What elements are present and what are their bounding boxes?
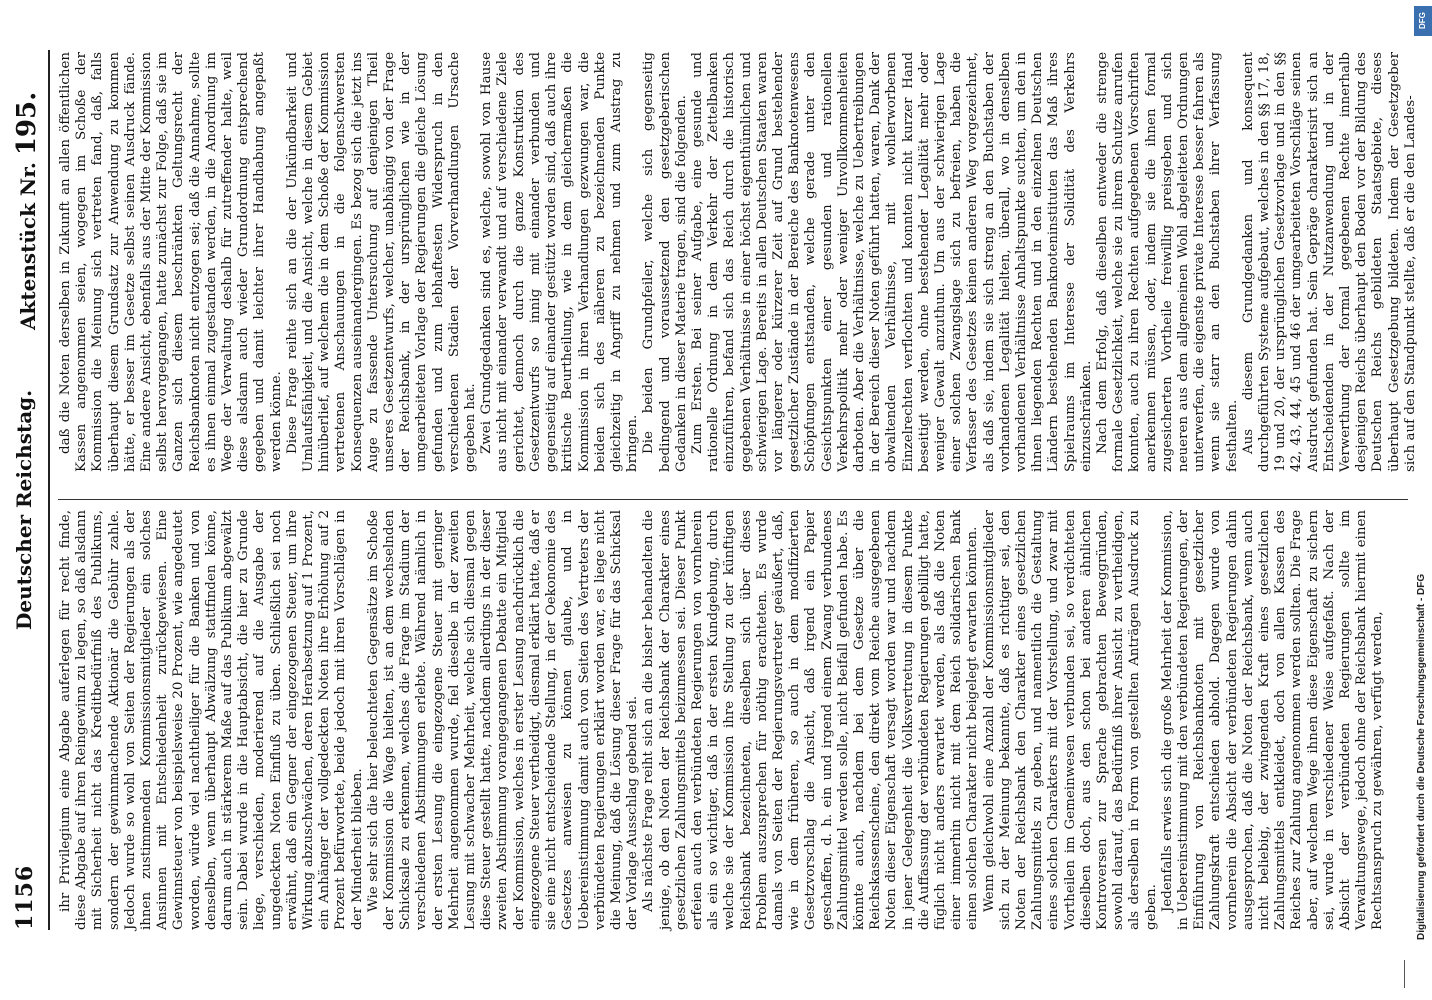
paragraph: Nach dem Erfolg, daß dieselben entweder die strenge formale Gesetzlichkeit, welche sie zu ihrem Schutze anrufen konnten, auch zu ihren Rechten aufgegebenen Vorschriften anerkennen müssen, oder, indem sie die ihnen formal zugesicherten Vortheile freiwillig preisgeben und sich neueren aus dem allgemeinen Wohl abgeleiteten Ordnungen unterwerfen, die eigenste private Interesse besser fahren als wenn sie starr an den Buchstaben ihrer Verfassung festhalten. [1095,52,1240,472]
paragraph: Wenn gleichwohl eine Anzahl der Kommissionsmitglieder sich zu der Meinung bekannte, daß es richtiger sei, den Noten der Reichsbank den Charakter eines gesetzlichen Zahlungsmittels zu geben, und namentlich die Gestaltung eines solchen Charakters mit der Vorstellung, und zwar mit Vortheilen im Gemeinwesen verbunden sei, so verdichteten dieselben doch, aus den schon bei anderen ähnlichen Kontroversen zur Sprache gebrachten Beweggründen, sowohl darauf, das Bedürfniß ihrer Ansicht zu vertheidigen, als derselben in Form von gestellten Anträgen Ausdruck zu geben. [981,510,1159,930]
dfg-logo: DFG [1414,6,1432,36]
document-label: Aktenstück Nr. [16,162,40,330]
page-number: 1156 [12,864,38,930]
paragraph: Die beiden Grundpfeiler, welche sich gegenseitig bedingend und voraussetzend den gesetzgeberischen Gedanken in dieser Materie tragen, sind die folgenden. [641,52,689,472]
paragraph: Jedenfalls erwies sich die große Mehrheit der Kommission, in Uebereinstimmung mit den verbündeten Regierungen, der Einführung von Reichsbanknoten mit gesetzlicher Zahlungskraft entschieden abhold. Dagegen wurde von vornherein die Absicht der verbündeten Regierungen dahin ausgesprochen, daß die Noten der Reichsbank, wenn auch nicht beliebig, der zwingenden Kraft eines gesetzlichen Zahlungsmittels entkleidet, doch von allen Kassen des Reiches zur Zahlung angenommen werden sollten. Die Frage aber, auf welchem Wege ihnen diese Eigenschaft zu sichern sei, wurde in verschiedener Weise aufgefaßt. Nach der Absicht der verbündeten Regierungen sollte im Verwaltungswege, jedoch ohne der Reichsbank hiermit einen Rechtsanspruch zu gewähren, verfügt werden, [1159,510,1386,930]
text-column-left [58,510,1408,930]
text-column-right [58,52,1418,472]
paragraph: ihr Privilegium eine Abgabe auferlegen für recht finde, diese Abgabe auf ihren Reingewinn zu legen, so daß alsdann mit Sicherheit nicht das Kreditbedürfniß des Publikums, sondern der gewinnmachende Aktionär die Gebühr zahle. Jedoch wurde so wohl von Seiten der Regierungen als der ihnen zustimmenden Kommissionsmitglieder ein solches Ansinnen mit Entschiedenheit zurückgewiesen. Eine Gewinnsteuer von beispielsweise 20 Prozent, wie angedeutet worden, würde viel nachtheiliger für die Banken und von denselben, wenn überhaupt Abwälzung stattfinden könne, darum auch in stärkerem Maße auf das Publikum abgewälzt sein. Dabei wurde in die Hauptabsicht, die hier zu Grunde liege, verschieden, moderierend auf die Ausgabe der ungedeckten Noten Einfluß zu üben. Schließlich sei noch erwähnt, daß ein Gegner der eingezogenen Steuer, um ihre Wirkung abzuschwächen, deren Herabsetzung auf 1 Prozent, ein Anhänger der vollgedeckten Noten ihre Erhöhung auf 2 Prozent befürwortete, beide jedoch mit ihren Vorschlägen in der Minderheit blieben. [58,510,365,930]
scan-mark [1404,960,1405,988]
header-title-left: Deutscher Reichstag. [12,389,36,630]
header-rule [48,50,50,930]
header-title-right [12,92,42,330]
paragraph: daß die Noten derselben in Zukunft an allen öffentlichen Kassen angenommen seien, wogegen im Schoße der Kommission die Meinung sich vertreten fand, daß, falls überhaupt diesem Grundsatz zur Anwendung zu kommen hätte, er besser im Gesetze selbst seinen Ausdruck fände. Eine andere Ansicht, ebenfalls aus der Mitte der Kommission selbst hervorgegangen, hatte zunächst zur Folge, daß sie im Ganzen sich diesem beschränkten Geltungsrecht der Reichsbanknoten nicht entzogen sei; daß die Annahme, sollte es ihnen einmal zugestanden werden, in die Anordnung im Wege der Verwaltung deshalb für zutreffender halte, weil diese alsdann auch wieder Grundordnung entsprechend gegeben und damit leichter ihrer Handhabung angepaßt werden könne. [58,52,284,472]
paragraph: Zwei Grundgedanken sind es, welche, sowohl von Hause aus nicht mit einander verwandt und auf verschiedene Ziele gerichtet, dennoch durch die ganze Konstruktion des Gesetzentwurfs so innig mit einander verbunden und gegenseitig auf einander gestützt worden sind, daß auch ihre kritische Beurtheilung, wie in dem gleichermaßen die Kommission in ihren Verhandlungen gezwungen war, die beiden sich des näheren zu bezeichnenden Punkte gleichzeitig in Angriff zu nehmen und zum Austrag zu bringen. [479,52,641,472]
paragraph: Diese Frage reihte sich an die der Unkündbarkeit und Umlaufsfähigkeit, und die Ansicht, welche in diesem Gebiet hinüberlief, auf welchem die in dem Schoße der Kommission vertretenen Anschauungen in die folgenschwersten Konsequenzen auseinandergingen. Es bezog sich die jetzt ins Auge zu fassende Untersuchung auf denjenigen Theil unseres Gesetzentwurfs, welcher, unabhängig von der Frage der Reichsbank, in der ursprünglichen wie in der umgearbeiteten Vorlage der Regierungen die gleiche Lösung gefunden und zum lebhaftesten Widerspruch in den verschiedenen Stadien der Vorverhandlungen Ursache gegeben hat. [284,52,479,472]
paragraph: Wie sehr sich die hier beleuchteten Gegensätze im Schoße der Kommission die Wage hielten, ist an dem wechselnden Schicksale zu erkennen, welches die Frage im Stadium der verschiedenen Abstimmungen erlebte. Während nämlich in der ersten Lesung die eingezogene Steuer mit geringer Mehrheit angenommen wurde, fiel dieselbe in der zweiten Lesung mit schwacher Mehrheit, welche sich diesmal gegen diese Steuer gestellt hatte, nachdem allerdings in der dieser zweiten Abstimmung vorangegangenen Debatte ein Mitglied der Kommission, welches in erster Lesung nachdrücklich die eingezogene Steuer vertheidigt, diesmal erklärt hatte, daß er sie eine nicht entscheidende Stellung, in der Oekonomie des Gesetzes anweisen zu können glaube, und in Uebereinstimmung damit auch von Seiten des Vertreters der verbündeten Regierungen erklärt worden war, es liege nicht die Meinung, daß die Lösung dieser Frage für das Schicksal der Vorlage Ausschlag gebend sei. [365,510,641,930]
paragraph: Zum Ersten. Bei seiner Aufgabe, eine gesunde und rationelle Ordnung in dem Verkehr der Zettelbanken einzuführen, befand sich das Reich durch die historisch gegebenen Verhältnisse in einer höchst eigenthümlichen und schwierigen Lage. Bereits in allen Deutschen Staaten waren vor längerer oder kürzerer Zeit auf Grund bestehender gesetzlicher Zustände in der Bereiche des Banknotenwesens Schöpfungen entstanden, welche gerade unter den Gesichtspunkten einer gesunden und rationellen Verkehrspolitik mehr oder weniger Unvollkommenheiten darboten. Aber die Verhältnisse, welche zu Uebertreibungen in der Bereich dieser Noten geführt hatten, waren, Dank der obwaltenden Verhältnisse, mit wohlerworbenen Einzelrechten verflochten und konnten nicht kurzer Hand beseitigt werden, ohne bestehender Legalität mehr oder weniger Gewalt anzuthun. Um aus der schwierigen Lage einer solchen Zwangslage sich zu befreien, haben die Verfasser des Gesetzes keinen anderen Weg vorgezeichnet, als daß sie, indem sie sich streng an den Buchstaben der vorhandenen Legalität hielten, überall, wo in denselben vorhandenen Verhältnisse Anhaltspunkte suchten, um den in ihnen liegenden Rechten und in den einzelnen Deutschen Ländern bestehenden Banknoteninstituten das Maß ihres Spielraums im Interesse der Solidität des Verkehrs einzuschränken. [689,52,1094,472]
paragraph: Als nächste Frage reiht sich an die bisher behandelten die jenige, ob den Noten der Reichsbank der Charakter eines gesetzlichen Zahlungsmittels beizumessen sei. Dieser Punkt erfeien auch den verbündeten Regierungen von vornherein als ein so wichtiger, daß in der ersten Kundgebung, durch welche sie der Kommission ihre Stellung zu der künftigen Reichsbank bezeichneten, dieselben sich über dieses Problem auszusprechen für nöthig erachteten. Es wurde damals von Seiten der Regierungsvertreter geäußert, daß, wie in dem früheren, so auch in dem modifizierten Gesetzvorschlag die Ansicht, daß irgend ein Papier geschaffen, d. h. ein und irgend einem Zwang verbundenes Zahlungsmittel werden solle, nicht Beifall gefunden habe. Es könnte auch, nachdem bei dem Gesetze über die Reichskassenscheine, den direkt vom Reiche ausgegebenen Noten dieser Eigenschaft versagt worden war und nachdem in jener Gelegenheit die Volksvertretung in diesem Punkte die Auffassung der verbündeten Regierungen gebilligt hatte, füglich nicht anders erwartet werden, als daß die Noten einer immerhin nicht mit dem Reich solidarischen Bank einen solchen Charakter nicht beigelegt erwarten könnten. [641,510,981,930]
digitization-credit: Digitalisierung gefördert durch die Deutsche Forschungsgemeinschaft - DFG [1416,573,1427,940]
document-number: 195. [12,91,42,156]
paragraph: Aus diesem Grundgedanken und konsequent durchgeführten Systeme aufgebaut, welches in den §§ 17, 18, 19 und 20, der ursprünglichen Gesetzvorlage und in den §§ 42, 43, 44, 45 und 46 der umgearbeiteten Vorschläge seinen Ausdruck gefunden hat. Sein Gepräge charakterisirt sich an Entscheidenden in der Nutzanwendung und in der Verwerthung der formal gegebenen Rechte innerhalb desjenigen Reichs überhaupt den Boden vor der Bildung des Deutschen Reichs gebildeten Staatsgebiete, dieses überhaupt Gesetzgebung bildeten. Indem der Gesetzgeber sich auf den Standpunkt stellte, daß er die den Landes- [1240,52,1418,472]
column-divider [58,499,1408,500]
running-header [12,50,52,930]
